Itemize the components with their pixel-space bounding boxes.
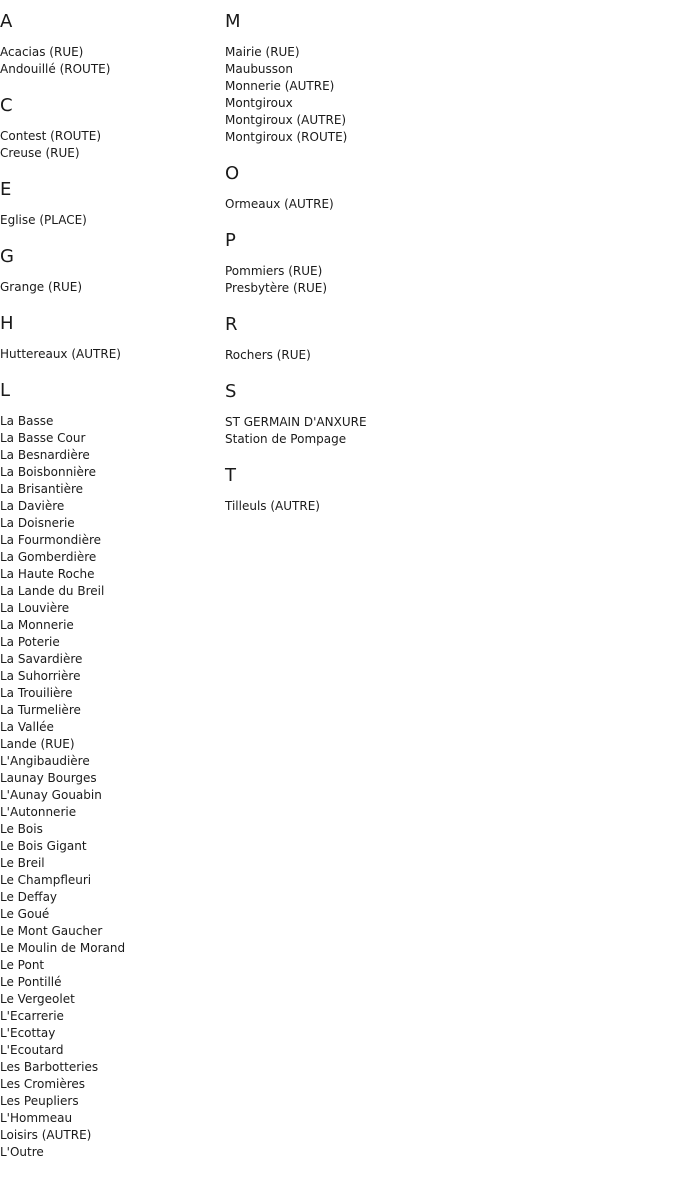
street-link[interactable]: Montgiroux (AUTRE): [225, 113, 347, 127]
street-link[interactable]: Le Vergeolet: [0, 992, 75, 1006]
street-link[interactable]: La Doisnerie: [0, 516, 75, 530]
letter-group: [225, 10, 665, 146]
street-link[interactable]: La Monnerie: [0, 618, 74, 632]
street-link[interactable]: La Haute Roche: [0, 567, 95, 581]
letter-group: [0, 245, 220, 296]
street-link[interactable]: Les Barbotteries: [0, 1060, 99, 1074]
street-link[interactable]: La Basse: [0, 414, 54, 428]
street-link[interactable]: L'Outre: [0, 1145, 44, 1159]
street-link[interactable]: Launay Bourges: [0, 771, 97, 785]
street-link[interactable]: La Gomberdière: [0, 550, 97, 564]
street-list: [225, 196, 665, 213]
street-link[interactable]: La Besnardière: [0, 448, 90, 462]
street-list: [225, 498, 665, 515]
street-link[interactable]: Le Mont Gaucher: [0, 924, 103, 938]
street-link[interactable]: Les Cromières: [0, 1077, 86, 1091]
letter-heading: M: [225, 11, 241, 32]
street-link[interactable]: Loisirs (AUTRE): [0, 1128, 92, 1142]
street-link[interactable]: Maubusson: [225, 62, 293, 76]
street-link[interactable]: L'Autonnerie: [0, 805, 77, 819]
street-link[interactable]: L'Ecarrerie: [0, 1009, 64, 1023]
street-link[interactable]: Contest (ROUTE): [0, 129, 102, 143]
street-link[interactable]: La Savardière: [0, 652, 83, 666]
street-list: [0, 346, 220, 363]
street-link[interactable]: Le Deffay: [0, 890, 58, 904]
street-link[interactable]: L'Ecottay: [0, 1026, 56, 1040]
street-link[interactable]: Grange (RUE): [0, 280, 83, 294]
index-column-left: [0, 10, 220, 1177]
street-link[interactable]: Station de Pompage: [225, 432, 347, 446]
letter-group: [0, 379, 220, 1161]
street-link[interactable]: Tilleuls (AUTRE): [225, 499, 320, 513]
street-link[interactable]: Montgiroux: [225, 96, 293, 110]
letter-heading: E: [0, 179, 12, 200]
street-link[interactable]: Creuse (RUE): [0, 146, 80, 160]
street-link[interactable]: Ormeaux (AUTRE): [225, 197, 334, 211]
street-link[interactable]: La Louvière: [0, 601, 70, 615]
street-list: [225, 263, 665, 297]
letter-group: [225, 380, 665, 448]
street-link[interactable]: La Boisbonnière: [0, 465, 96, 479]
letter-group: [0, 94, 220, 162]
street-link[interactable]: La Fourmondière: [0, 533, 102, 547]
street-link[interactable]: L'Hommeau: [0, 1111, 73, 1125]
letter-heading: H: [0, 313, 14, 334]
street-link[interactable]: Andouillé (ROUTE): [0, 62, 111, 76]
street-list: [225, 44, 665, 146]
street-link[interactable]: La Poterie: [0, 635, 60, 649]
letter-heading: G: [0, 246, 14, 267]
letter-heading: O: [225, 163, 240, 184]
street-link[interactable]: Lande (RUE): [0, 737, 75, 751]
street-link[interactable]: L'Ecoutard: [0, 1043, 64, 1057]
street-link[interactable]: Le Pont: [0, 958, 45, 972]
street-link[interactable]: Acacias (RUE): [0, 45, 84, 59]
letter-heading: R: [225, 314, 238, 335]
street-link[interactable]: Le Goué: [0, 907, 50, 921]
letter-heading: S: [225, 381, 237, 402]
street-link[interactable]: Le Bois Gigant: [0, 839, 87, 853]
street-link[interactable]: La Brisantière: [0, 482, 84, 496]
street-link[interactable]: Huttereaux (AUTRE): [0, 347, 121, 361]
letter-group: [225, 229, 665, 297]
street-link[interactable]: Monnerie (AUTRE): [225, 79, 335, 93]
letter-heading: T: [225, 465, 236, 486]
street-link[interactable]: Eglise (PLACE): [0, 213, 87, 227]
letter-group: [225, 313, 665, 364]
street-list: [0, 44, 220, 78]
street-list: [0, 212, 220, 229]
letter-heading: A: [0, 11, 13, 32]
street-link[interactable]: Le Pontillé: [0, 975, 62, 989]
street-link[interactable]: Mairie (RUE): [225, 45, 300, 59]
street-list: [225, 347, 665, 364]
letter-group: [225, 162, 665, 213]
street-link[interactable]: Pommiers (RUE): [225, 264, 323, 278]
letter-heading: P: [225, 230, 236, 251]
street-link[interactable]: Le Bois: [0, 822, 43, 836]
street-list: [0, 279, 220, 296]
street-link[interactable]: La Davière: [0, 499, 65, 513]
street-link[interactable]: Le Breil: [0, 856, 45, 870]
street-link[interactable]: Les Peupliers: [0, 1094, 79, 1108]
street-link[interactable]: La Lande du Breil: [0, 584, 105, 598]
letter-heading: C: [0, 95, 13, 116]
street-link[interactable]: La Turmelière: [0, 703, 81, 717]
street-link[interactable]: La Vallée: [0, 720, 54, 734]
street-link[interactable]: Rochers (RUE): [225, 348, 311, 362]
letter-heading: L: [0, 380, 11, 401]
letter-group: [0, 10, 220, 78]
street-list: [0, 413, 220, 1161]
letter-group: [0, 312, 220, 363]
street-link[interactable]: Le Champfleuri: [0, 873, 92, 887]
letter-group: [0, 178, 220, 229]
street-link[interactable]: La Trouilière: [0, 686, 73, 700]
street-link[interactable]: ST GERMAIN D'ANXURE: [225, 415, 367, 429]
street-link[interactable]: Le Moulin de Morand: [0, 941, 126, 955]
street-list: [0, 128, 220, 162]
letter-group: [225, 464, 665, 515]
index-column-right: [225, 10, 665, 531]
street-list: [225, 414, 665, 448]
street-link[interactable]: La Basse Cour: [0, 431, 86, 445]
street-link[interactable]: L'Angibaudière: [0, 754, 90, 768]
street-link[interactable]: Montgiroux (ROUTE): [225, 130, 348, 144]
street-link[interactable]: L'Aunay Gouabin: [0, 788, 102, 802]
street-link[interactable]: La Suhorrière: [0, 669, 81, 683]
street-link[interactable]: Presbytère (RUE): [225, 281, 328, 295]
